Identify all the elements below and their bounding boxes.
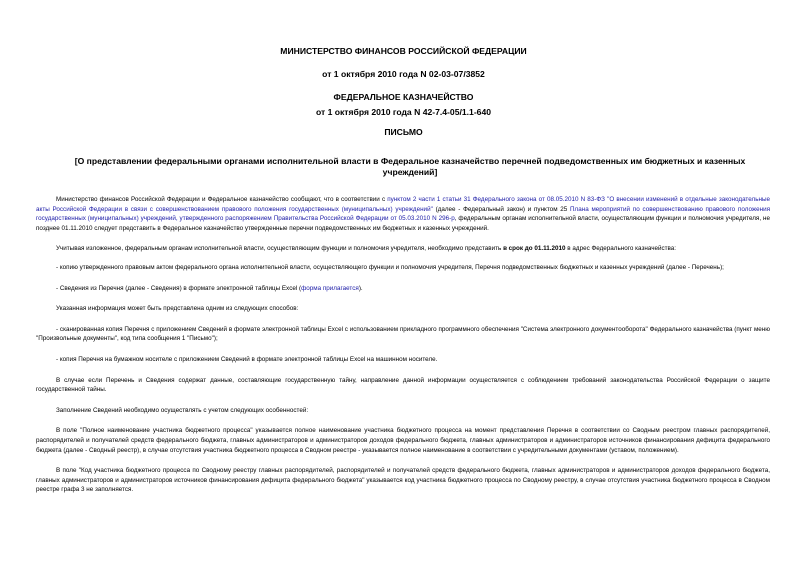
paragraph-list-info [36,284,770,294]
paragraph-text: (далее - Федеральный закон) и пунктом 25 [432,205,571,213]
deadline-text: в срок до 01.11.2010 [503,245,566,253]
ministry-doc-date: от 1 октября 2010 года N 02-03-07/3852 [322,69,485,79]
paragraph-method-paper: - копия Перечня на бумажном носителе с приложением Сведений в формате электронной таблицы Excel на машинном носителе. [56,355,438,363]
paragraph-text: Учитывая изложенное, федеральным органам исполнительной власти, осуществляющим функции и полномочия учредителя, необходимо представить [56,245,504,253]
paragraph-text: ). [358,284,363,292]
paragraph-fill-rules: Заполнение Сведений необходимо осуществлять с учетом следующих особенностей: [56,406,309,414]
treasury-doc-date: от 1 октября 2010 года N 42-7.4-05/1.1-640 [315,107,492,117]
paragraph-text: , федеральным органам исполнительной власти, осуществляющим функции и полномочия учредителя, не позднее 01.11.2010 следует представить в Федеральное казначейство утвержденные перечни подведомственных им бюджетных и казенных учреждений. [36,215,770,232]
paragraph-deadline [36,244,770,254]
form-link[interactable]: форма прилагается [301,284,359,292]
law-link[interactable]: пунктом 2 части 1 статьи 31 Федерального закона от 08.05.2010 N 83-ФЗ "О внесении изменений в отдельные законодательные акты Российской Федерации в связи с совершенствованием правового положения государственных (муниципальных) учреждений" [36,196,770,213]
document-subject: [О представлении федеральными органами исполнительной власти в Федеральное казначейство перечней подведомственных им бюджетных и казенных учреждений] [74,156,746,177]
paragraph-text: в адрес Федерального казначейства: [565,245,677,253]
document-body [36,195,770,495]
paragraph-method-scan: - сканированная копия Перечня с приложением Сведений в формате электронной таблицы Excel с использованием прикладного программного обеспечения "Система электронного документооборота" Федерального казначейства (пункт меню "Произвольные документы", код типа сообщения 1 "Письмо"); [36,325,770,343]
paragraph-methods: Указанная информация может быть представлена одним из следующих способов: [56,305,299,313]
document-type: ПИСЬМО [384,127,423,137]
paragraph-secret: В случае если Перечень и Сведения содержат данные, составляющие государственную тайну, направление данной информации осуществляется с соблюдением требований законодательства Российской Федерации о защите государственной тайны. [36,376,770,394]
paragraph-field-code: В поле "Код участника бюджетного процесса по Сводному реестру главных распорядителей, распорядителей и получателей средств федерального бюджета, главных администраторов и администраторов доходов федерального бюджета, главных администраторов и администраторов источников финансирования дефицита федерального бюджета" указывается код участника бюджетного процесса по Сводному реестру, в случае отсутствия участника бюджетного процесса в Сводном реестре графа 3 не заполняется. [36,467,770,494]
paragraph-text: - Сведения из Перечня (далее - Сведения) в формате электронной таблицы Excel ( [56,284,302,292]
plan-link[interactable]: Плана мероприятий по совершенствованию правового положения государственных (муниципальных) учреждений, утвержденного распоряжением Правительства Российской Федерации от 05.03.2010 N 296-р [36,205,771,223]
treasury-title: ФЕДЕРАЛЬНОЕ КАЗНАЧЕЙСТВО [333,92,474,102]
paragraph-list-copy: - копию утвержденного правовым актом федерального органа исполнительной власти, осуществляющего функции и полномочия учредителя, Перечня подведомственных бюджетных и казенных учреждений (далее - Перечень); [56,263,724,271]
paragraph-intro [36,195,770,233]
ministry-title: МИНИСТЕРСТВО ФИНАНСОВ РОССИЙСКОЙ ФЕДЕРАЦИИ [280,46,527,56]
paragraph-field-name: В поле "Полное наименование участника бюджетного процесса" указывается полное наименование участника бюджетного процесса на момент представления Перечня в соответствии со Сводным реестром главных распорядителей, распорядителей и получателей средств федерального бюджета, главных администраторов и администраторов доходов федерального бюджета, главных администраторов и администраторов источников финансирования дефицита федерального бюджета (далее - Сводный реестр), в случае отсутствия участника бюджетного процесса в Сводном реестре - указывается полное наименование в соответствии с учредительными документами (уставом, положением). [36,427,770,454]
paragraph-text: Министерство финансов Российской Федерации и Федеральное казначейство сообщают, что в соответствии с [56,196,388,203]
